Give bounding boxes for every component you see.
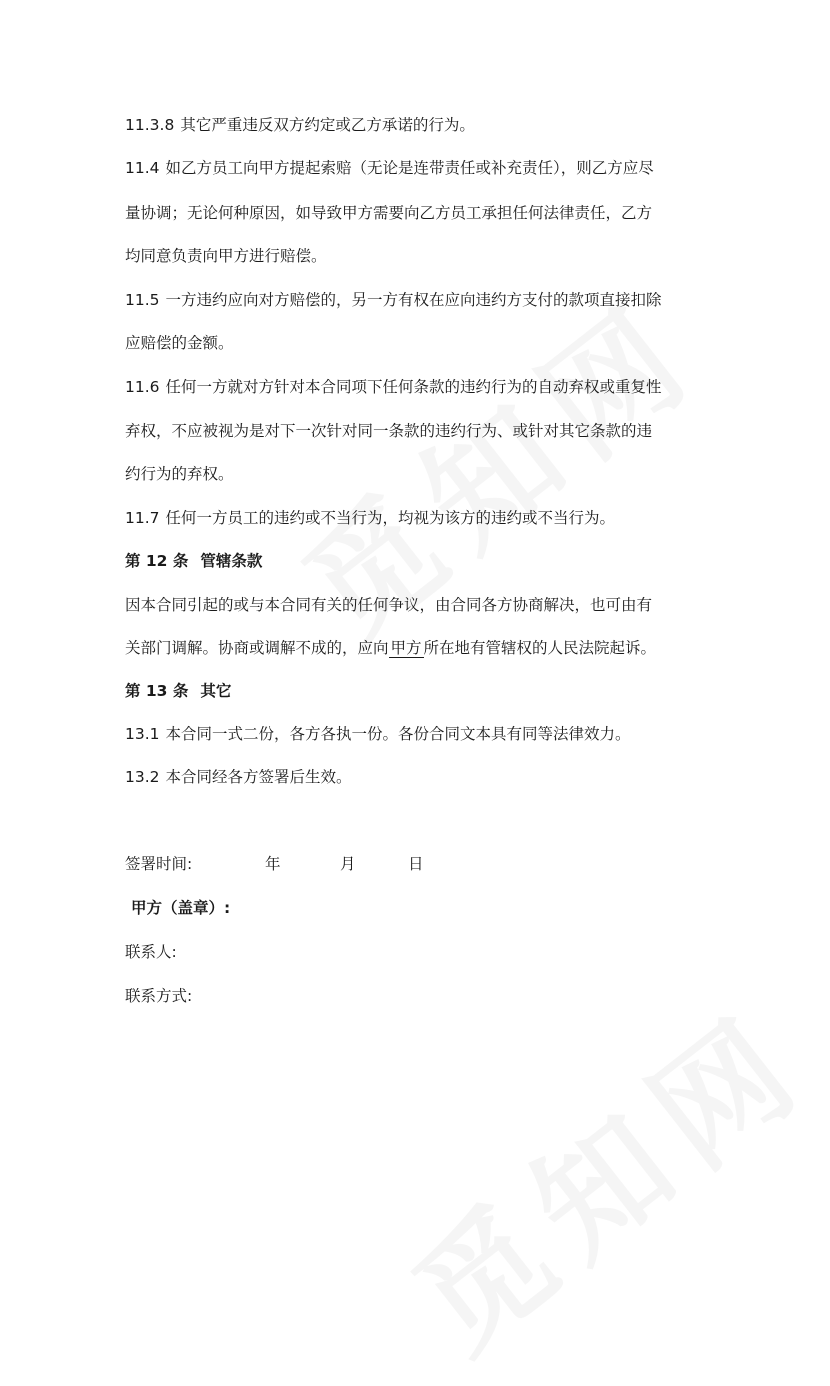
clause-number: 11.6: [125, 378, 160, 396]
contact-method-label: 联系方式:: [125, 987, 193, 1005]
clause-number: 13.1: [125, 725, 160, 743]
clause-text: 本合同经各方签署后生效。: [165, 768, 352, 786]
clause-number: 11.3.8: [125, 116, 175, 134]
clause-text: 一方违约应向对方赔偿的，另一方有权在应向违约方支付的款项直接扣除: [165, 291, 662, 309]
article-title: 管辖条款: [200, 552, 263, 570]
clause-13-1: [125, 724, 631, 744]
clause-number: 11.5: [125, 291, 160, 309]
article-label: 第 13 条: [125, 682, 189, 700]
text-segment: 关部门调解。协商或调解不成的，应向: [125, 639, 389, 657]
clause-text: 任何一方员工的违约或不当行为，均视为该方的违约或不当行为。: [165, 509, 616, 527]
clause-text: 如乙方员工向甲方提起索赔（无论是连带责任或补充责任），则乙方应尽: [165, 159, 654, 177]
article-13-heading: [125, 681, 231, 701]
clause-11-3-8: [125, 115, 475, 135]
article-12-heading: [125, 551, 262, 571]
clause-11-6-line2: 弃权，不应被视为是对下一次针对同一条款的违约行为、或针对其它条款的违: [125, 422, 653, 440]
clause-11-4-line3: 均同意负责向甲方进行赔偿。: [125, 247, 327, 265]
clause-11-6: [125, 377, 662, 397]
clause-text: 其它严重违反双方约定或乙方承诺的行为。: [180, 116, 475, 134]
clause-11-4: [125, 158, 654, 178]
clause-11-6-line3: 约行为的弃权。: [125, 465, 234, 483]
party-underlined: 甲方: [390, 639, 422, 657]
article-12-line1: 因本合同引起的或与本合同有关的任何争议，由合同各方协商解决，也可由有: [125, 596, 653, 614]
clause-13-2: [125, 767, 352, 787]
clause-number: 13.2: [125, 768, 160, 786]
text-segment: 所在地有管辖权的人民法院起诉。: [423, 639, 657, 657]
clause-11-7: [125, 508, 615, 528]
clause-11-5: [125, 290, 662, 310]
signature-date-row: [125, 854, 525, 874]
contact-person-label: 联系人:: [125, 943, 177, 961]
year-label: 年: [265, 855, 281, 873]
clause-text: 任何一方就对方针对本合同项下任何条款的违约行为的自动弃权或重复性: [165, 378, 662, 396]
clause-11-5-line2: 应赔偿的金额。: [125, 334, 234, 352]
article-title: 其它: [200, 682, 232, 700]
signature-time-label: 签署时间:: [125, 855, 193, 873]
clause-number: 11.7: [125, 509, 160, 527]
day-label: 日: [408, 855, 424, 873]
month-label: 月: [340, 855, 356, 873]
article-label: 第 12 条: [125, 552, 189, 570]
clause-number: 11.4: [125, 159, 160, 177]
article-12-line2: [125, 638, 656, 658]
party-a-seal-label: 甲方（盖章）:: [131, 899, 231, 917]
clause-11-4-line2: 量协调；无论何种原因，如导致甲方需要向乙方员工承担任何法律责任，乙方: [125, 204, 653, 222]
clause-text: 本合同一式二份，各方各执一份。各份合同文本具有同等法律效力。: [165, 725, 631, 743]
